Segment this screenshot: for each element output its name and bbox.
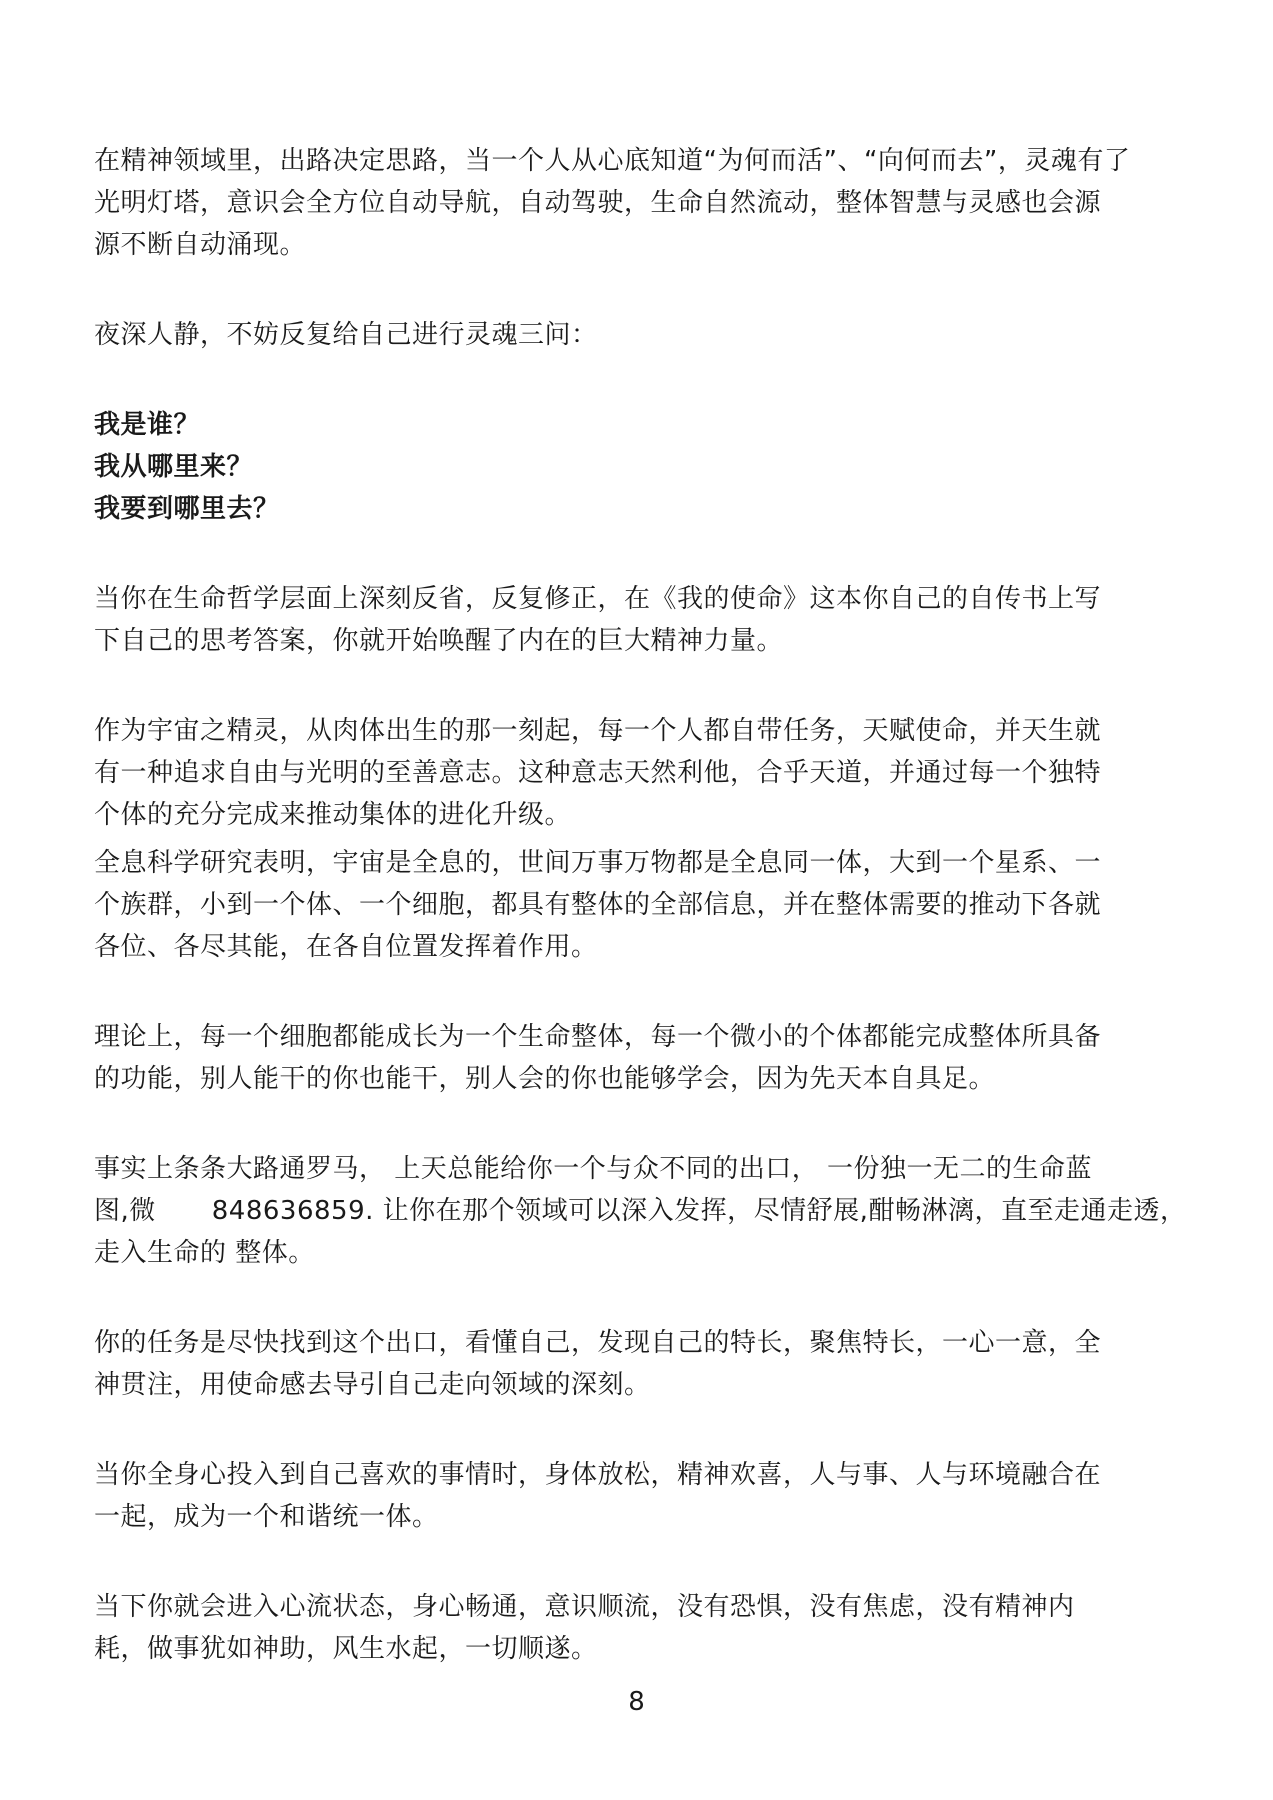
- text-line: 事实上条条大路通罗马， 上天总能给你一个与众不同的出口， 一份独一无二的生命蓝: [94, 1154, 1093, 1184]
- paragraph-theory: [94, 1016, 1184, 1100]
- text-line: 的功能，别人能干的你也能干，别人会的你也能够学会，因为先天本自具足。: [94, 1064, 996, 1094]
- question-line: 我是谁？: [94, 410, 201, 440]
- text-segment: 图,微: [94, 1196, 156, 1226]
- paragraph-night-questions: [94, 314, 1184, 356]
- text-line: 神贯注，用使命感去导引自己走向领域的深刻。: [94, 1370, 651, 1400]
- paragraph-universe-spirit: [94, 710, 1184, 836]
- text-line: 当你在生命哲学层面上深刻反省，反复修正，在《我的使命》这本你自己的自传书上写: [94, 584, 1102, 614]
- text-line: 耗，做事犹如神助，风生水起，一切顺遂。: [94, 1634, 598, 1664]
- paragraph-immersion: [94, 1454, 1184, 1538]
- question-line: 我从哪里来？: [94, 452, 254, 482]
- text-line-with-contact: [94, 1190, 1187, 1232]
- text-line: 全息科学研究表明，宇宙是全息的，世间万事万物都是全息同一体，大到一个星系、一: [94, 848, 1102, 878]
- question-line: 我要到哪里去？: [94, 494, 280, 524]
- text-line: 你的任务是尽快找到这个出口，看懂自己，发现自己的特长，聚焦特长，一心一意，全: [94, 1328, 1102, 1358]
- text-line: 当下你就会进入心流状态，身心畅通，意识顺流，没有恐惧，没有焦虑，没有精神内: [94, 1592, 1075, 1622]
- document-page: [94, 140, 1187, 1670]
- text-line: 走入生命的 整体。: [94, 1238, 315, 1268]
- text-line: 下自己的思考答案，你就开始唤醒了内在的巨大精神力量。: [94, 626, 784, 656]
- text-line: 各位、各尽其能，在各自位置发挥着作用。: [94, 932, 598, 962]
- text-line: 有一种追求自由与光明的至善意志。这种意志天然利他，合乎天道，并通过每一个独特: [94, 758, 1102, 788]
- text-segment: 848636859. 让你在那个领域可以深入发挥，尽情舒展,酣畅淋漓，直至走通走透，: [211, 1196, 1187, 1226]
- text-line: 源不断自动涌现。: [94, 230, 307, 260]
- paragraph-purpose: [94, 140, 1184, 266]
- paragraph-holographic: [94, 842, 1184, 968]
- text-line: 光明灯塔，意识会全方位自动导航，自动驾驶，生命自然流动，整体智慧与灵感也会源: [94, 188, 1102, 218]
- text-line: 当你全身心投入到自己喜欢的事情时，身体放松，精神欢喜，人与事、人与环境融合在: [94, 1460, 1102, 1490]
- text-line: 在精神领域里，出路决定思路，当一个人从心底知道“为何而活”、“向何而去”，灵魂有了: [94, 146, 1131, 176]
- text-line: 一起，成为一个和谐统一体。: [94, 1502, 439, 1532]
- text-line: 理论上，每一个细胞都能成长为一个生命整体，每一个微小的个体都能完成整体所具备: [94, 1022, 1102, 1052]
- text-line: 个体的充分完成来推动集体的进化升级。: [94, 800, 572, 830]
- paragraph-soul-questions: [94, 404, 1184, 530]
- paragraph-task: [94, 1322, 1184, 1406]
- paragraph-rome: [94, 1148, 1187, 1274]
- text-line: 作为宇宙之精灵，从肉体出生的那一刻起，每一个人都自带任务，天赋使命，并天生就: [94, 716, 1102, 746]
- text-line: 夜深人静，不妨反复给自己进行灵魂三问：: [94, 320, 598, 350]
- text-line: 个族群，小到一个体、一个细胞，都具有整体的全部信息，并在整体需要的推动下各就: [94, 890, 1102, 920]
- paragraph-reflection: [94, 578, 1184, 662]
- page-number: 8: [628, 1687, 645, 1717]
- paragraph-flow-state: [94, 1586, 1184, 1670]
